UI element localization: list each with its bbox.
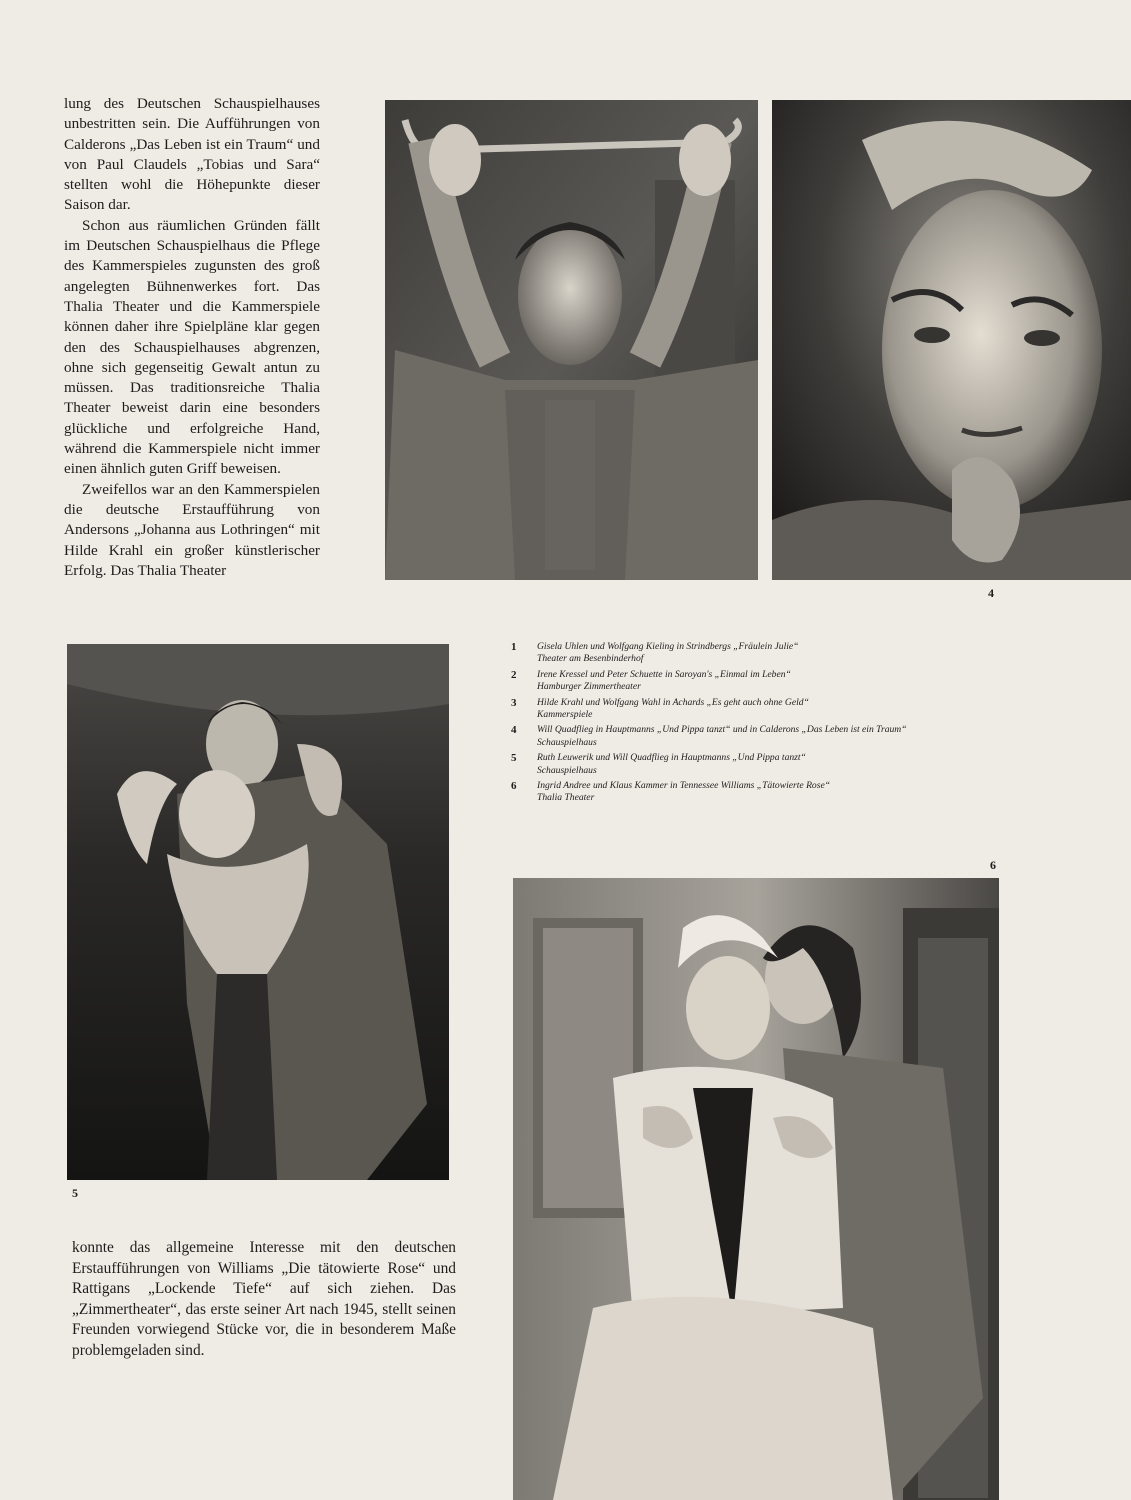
photo-sailor-and-woman xyxy=(513,878,999,1500)
caption-number: 3 xyxy=(511,696,517,709)
caption-number: 2 xyxy=(511,668,517,681)
caption-number: 6 xyxy=(511,780,517,793)
article-column-top xyxy=(64,94,320,581)
caption-number: 1 xyxy=(511,641,517,653)
caption-item xyxy=(511,697,981,722)
caption-venue: Theater am Besenbinderhof xyxy=(537,653,644,665)
caption-venue: Thalia Theater xyxy=(537,792,595,804)
article-paragraph: Schon aus räumlichen Gründen fällt im Deutschen Schauspielhaus die Pflege des Kammerspieles zugunsten des groß angelegten Bühnenwerkes fort. Das Thalia Theater und die Kammerspiele können daher ihre Spielpläne klar gegen den des Schauspielhauses abgrenzen, ohne sich gegenseitig Gewalt antun zu müssen. Das traditionsreiche Thalia Theater beweist darin eine besonders glückliche und erfolgreiche Hand, während die Kammerspiele nicht immer einen ähnlich guten Griff beweisen. xyxy=(64,216,320,478)
figure-number-6: 6 xyxy=(990,858,996,872)
article-paragraph: Zweifellos war an den Kammerspielen die deutsche Erstaufführung von Andersons „Johanna aus Lothringen“ mit Hilde Krahl ein großer künstlerischer Erfolg. Das Thalia Theater xyxy=(64,480,320,579)
caption-venue: Schauspielhaus xyxy=(537,764,597,776)
article-paragraph: lung des Deutschen Schauspielhauses unbestritten sein. Die Aufführungen von Calderons „Das Leben ist ein Traum“ und von Paul Claudels „Tobias und Sara“ stellten wohl die Höhepunkte dieser Saison dar. xyxy=(64,95,320,214)
caption-text: Irene Kressel und Peter Schuette in Saroyan's „Einmal im Leben“ xyxy=(537,668,791,680)
caption-item xyxy=(511,641,981,666)
article-paragraph: konnte das allgemeine Interesse mit den deutschen Erstaufführungen von Williams „Die tätowierte Rose“ und Rattigans „Lockende Tiefe“ auf sich ziehen. Das „Zimmertheater“, das erste seiner Art nach 1945, stellt seinen Freunden vorwiegend Stücke vor, die in besonderem Maße problemgeladen sind. xyxy=(72,1239,456,1359)
caption-venue: Kammerspiele xyxy=(537,709,593,721)
caption-item xyxy=(511,669,981,694)
caption-number: 4 xyxy=(511,724,517,737)
caption-text: Ruth Leuwerik und Will Quadflieg in Hauptmanns „Und Pippa tanzt“ xyxy=(537,752,806,764)
caption-item xyxy=(511,780,981,805)
figure-number-4: 4 xyxy=(988,586,994,600)
caption-text: Ingrid Andree und Klaus Kammer in Tennessee Williams „Tätowierte Rose“ xyxy=(537,780,831,792)
caption-text: Will Quadflieg in Hauptmanns „Und Pippa tanzt“ und in Calderons „Das Leben ist ein Traum“ xyxy=(537,724,907,736)
caption-item xyxy=(511,752,981,777)
photo-actor-closeup xyxy=(772,100,1131,580)
photo-couple-embrace xyxy=(67,644,449,1180)
caption-number: 5 xyxy=(511,752,517,765)
figure-number-5: 5 xyxy=(72,1186,78,1200)
caption-text: Gisela Uhlen und Wolfgang Kieling in Strindbergs „Fräulein Julie“ xyxy=(537,641,799,652)
caption-venue: Hamburger Zimmertheater xyxy=(537,681,641,693)
caption-item xyxy=(511,724,981,749)
caption-text: Hilde Krahl und Wolfgang Wahl in Achards „Es geht auch ohne Geld“ xyxy=(537,696,809,708)
article-column-bottom xyxy=(72,1238,456,1362)
photo-actor-holding-bar xyxy=(385,100,758,580)
photo-captions xyxy=(511,641,981,808)
caption-venue: Schauspielhaus xyxy=(537,736,597,748)
